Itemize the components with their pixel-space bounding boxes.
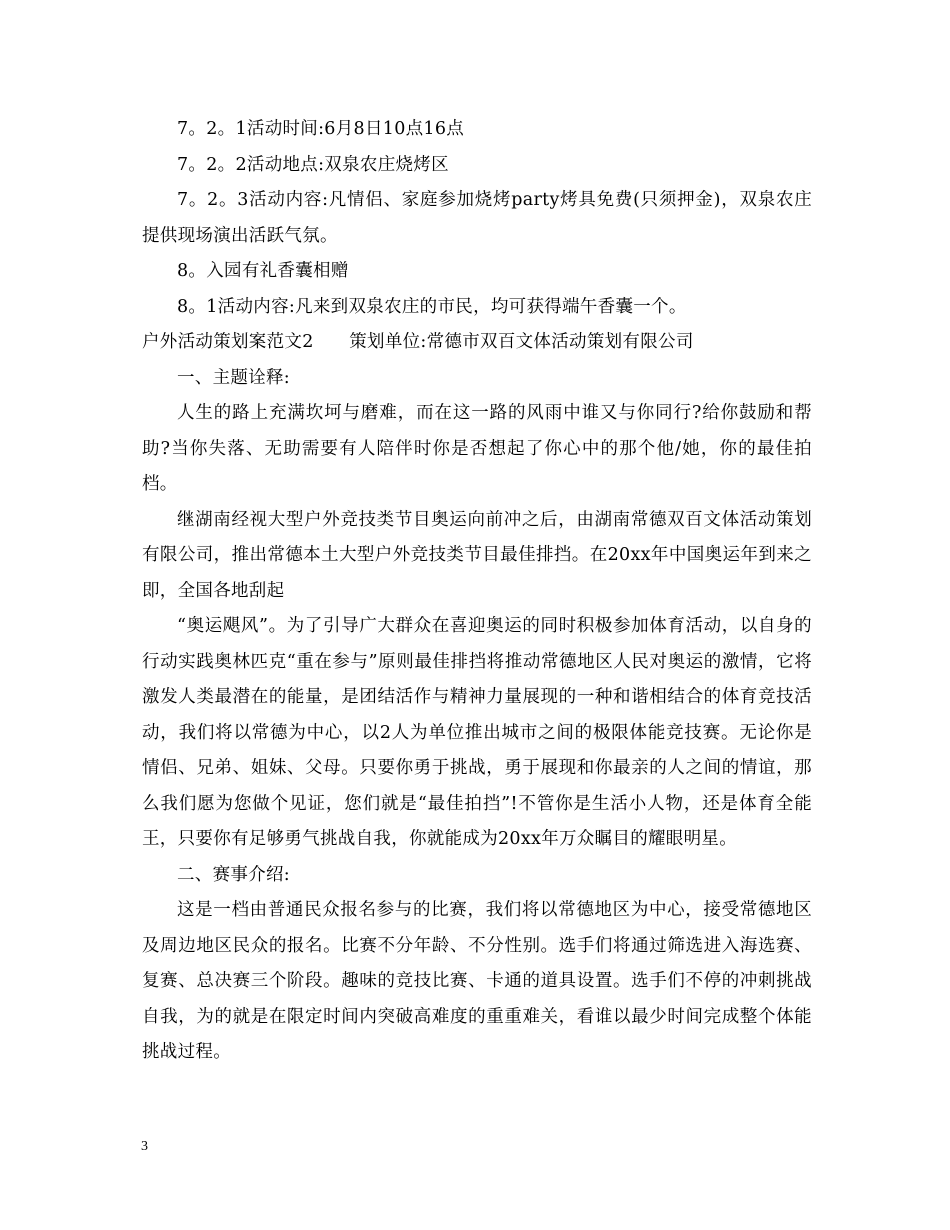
- section-heading-competition: 二、赛事介绍:: [177, 864, 290, 885]
- section-heading-theme: 一、主题诠释:: [177, 367, 290, 388]
- paragraph-theme-intro: 人生的路上充满坎坷与磨难，而在这一路的风雨中谁又与你同行?给你鼓励和帮助?当你失落、无助需要有人陪伴时你是否想起了你心中的那个他/她，你的最佳拍档。: [142, 403, 812, 494]
- paragraph-competition-intro: 这是一档由普通民众报名参与的比赛，我们将以常德地区为中心，接受常德地区及周边地区民众的报名。比赛不分年龄、不分性别。选手们将通过筛选进入海选赛、复赛、总决赛三个阶段。趣味的竞技比赛、卡通的道具设置。选手们不停的冲刺挑战自我，为的就是在限定时间内突破高难度的重重难关，看谁以最少时间完成整个体能挑战过程。: [142, 900, 812, 1062]
- paragraph-gift-heading: 8。入园有礼香囊相赠: [177, 261, 349, 281]
- paragraph-plan-title: 户外活动策划案范文2 策划单位:常德市双百文体活动策划有限公司: [142, 332, 694, 352]
- document-body: [142, 112, 812, 1071]
- paragraph-olympic-wave: “奥运飓风”。为了引导广大群众在喜迎奥运的同时积极参加体育活动，以自身的行动实践奥林匹克“重在参与”原则最佳排挡将推动常德地区人民对奥运的激情，它将激发人类最潜在的能量，是团结活作与精神力量展现的一种和谐相结合的体育竞技活动，我们将以常德为中心，以2人为单位推出城市之间的极限体能竞技赛。无论你是情侣、兄弟、姐妹、父母。只要你勇于挑战，勇于展现和你最亲的人之间的情谊，那么我们愿为您做个见证，您们就是“最佳拍挡”!不管你是生活小人物，还是体育全能王，只要你有足够勇气挑战自我，你就能成为20xx年万众瞩目的耀眼明星。: [142, 616, 812, 849]
- paragraph-activity-location: 7。2。2活动地点:双泉农庄烧烤区: [177, 154, 449, 175]
- paragraph-gift-content: 8。1活动内容:凡来到双泉农庄的市民，均可获得端午香囊一个。: [177, 296, 687, 317]
- paragraph-activity-time: 7。2。1活动时间:6月8日10点16点: [177, 119, 465, 139]
- paragraph-program-background: 继湖南经视大型户外竞技类节目奥运向前冲之后，由湖南常德双百文体活动策划有限公司，推出常德本土大型户外竞技类节目最佳排挡。在20xx年中国奥运年到来之即，全国各地刮起: [142, 509, 812, 601]
- page-number: 3: [141, 1139, 148, 1154]
- paragraph-activity-content-bbq: 7。2。3活动内容:凡情侣、家庭参加烧烤party烤具免费(只须押金)，双泉农庄提供现场演出活跃气氛。: [142, 190, 812, 246]
